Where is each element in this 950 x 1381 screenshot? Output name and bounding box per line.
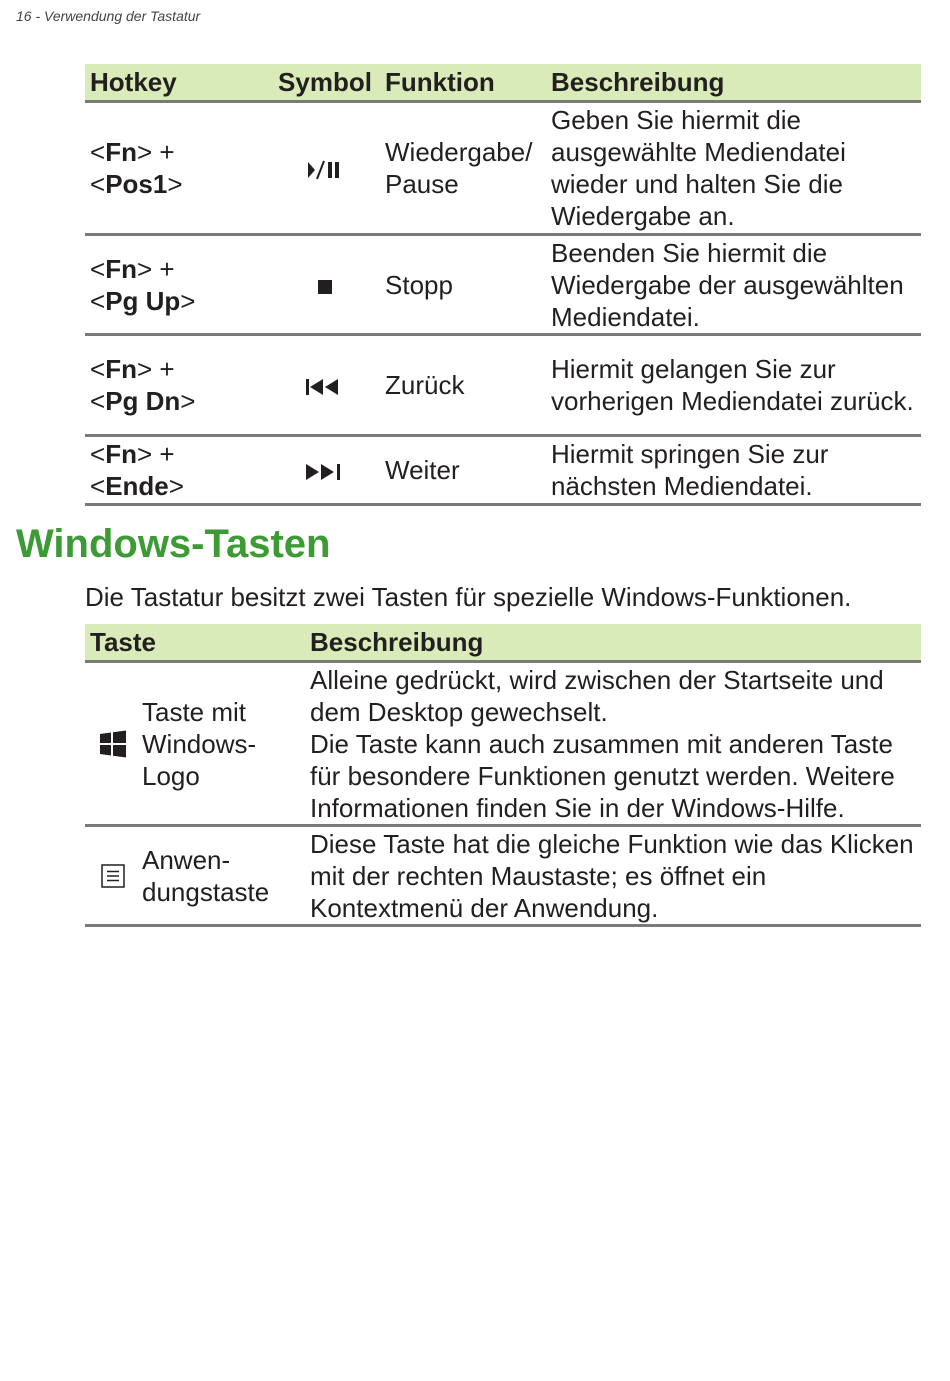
- key-label: Taste mit Windows-Logo: [142, 696, 257, 791]
- stop-icon: [315, 277, 335, 297]
- key-cell: [85, 826, 305, 926]
- hotkey-cell: <Fn> + <Pg Dn>: [85, 335, 270, 436]
- function-cell: Stopp: [380, 235, 546, 335]
- symbol-cell: [270, 335, 380, 436]
- symbol-cell: [270, 235, 380, 335]
- symbol-cell: [270, 436, 380, 505]
- description-cell: Geben Sie hiermit die ausgewählte Mediendatei wieder und halten Sie die Wiedergabe an.: [546, 102, 921, 235]
- table-row: [85, 102, 921, 235]
- table-header-row: [85, 64, 921, 102]
- description-cell: Beenden Sie hiermit die Wiedergabe der ausgewählten Mediendatei.: [546, 235, 921, 335]
- table-row: [85, 436, 921, 505]
- column-header-symbol: Symbol: [270, 64, 380, 102]
- function-cell: Zurück: [380, 335, 546, 436]
- table-header-row: [85, 624, 921, 662]
- key-name: Pg Up: [105, 285, 181, 316]
- column-header-hotkey: Hotkey: [85, 64, 270, 102]
- play-pause-icon: [305, 159, 345, 181]
- fn-key: Fn: [105, 439, 137, 469]
- next-track-icon: [304, 462, 346, 482]
- function-cell: Wiedergabe/ Pause: [380, 102, 546, 235]
- column-header-key: Taste: [85, 624, 305, 662]
- table-row: [85, 335, 921, 436]
- description-paragraph: Alleine gedrückt, wird zwischen der Startseite und dem Desktop gewechselt.: [310, 664, 884, 727]
- section-intro: Die Tastatur besitzt zwei Tasten für spezielle Windows-Funktionen.: [85, 582, 852, 612]
- column-header-description: Beschreibung: [546, 64, 921, 102]
- windows-keys-table: [85, 624, 921, 927]
- hotkey-cell: <Fn> + <Ende>: [85, 436, 270, 505]
- hotkey-table: [85, 64, 921, 506]
- running-header: 16 - Verwendung der Tastatur: [16, 8, 201, 24]
- hotkey-cell: <Fn> + <Pg Up>: [85, 235, 270, 335]
- description-cell: [305, 662, 921, 826]
- windows-logo-icon: [90, 729, 136, 759]
- key-name: Pos1: [105, 169, 168, 199]
- hotkey-cell: <Fn> + <Pos1>: [85, 102, 270, 235]
- application-key-icon: [90, 863, 136, 889]
- description-cell: Hiermit springen Sie zur nächsten Mediendatei.: [546, 436, 921, 505]
- function-cell: Weiter: [380, 436, 546, 505]
- table-row: [85, 662, 921, 826]
- key-label: Anwen- dungstaste: [142, 844, 270, 907]
- section-title: Windows-Tasten: [16, 522, 331, 566]
- symbol-cell: [270, 102, 380, 235]
- description-paragraph: Die Taste kann auch zusammen mit anderen Taste für besondere Funktionen genutzt werden. Weitere Informationen finden Sie in der Windows-Hilfe.: [310, 728, 895, 823]
- column-header-description: Beschreibung: [305, 624, 921, 662]
- table-row: [85, 235, 921, 335]
- fn-key: Fn: [105, 137, 137, 167]
- key-name: Pg Dn: [105, 386, 181, 416]
- table-row: [85, 826, 921, 926]
- previous-track-icon: [304, 377, 346, 397]
- key-name: Ende: [105, 471, 169, 501]
- fn-key: Fn: [105, 253, 137, 284]
- description-cell: Diese Taste hat die gleiche Funktion wie das Klicken mit der rechten Maustaste; es öffnet ein Kontextmenü der Anwendung.: [305, 826, 921, 926]
- fn-key: Fn: [105, 354, 137, 384]
- column-header-function: Funktion: [380, 64, 546, 102]
- key-cell: [85, 662, 305, 826]
- description-cell: Hiermit gelangen Sie zur vorherigen Mediendatei zurück.: [546, 335, 921, 436]
